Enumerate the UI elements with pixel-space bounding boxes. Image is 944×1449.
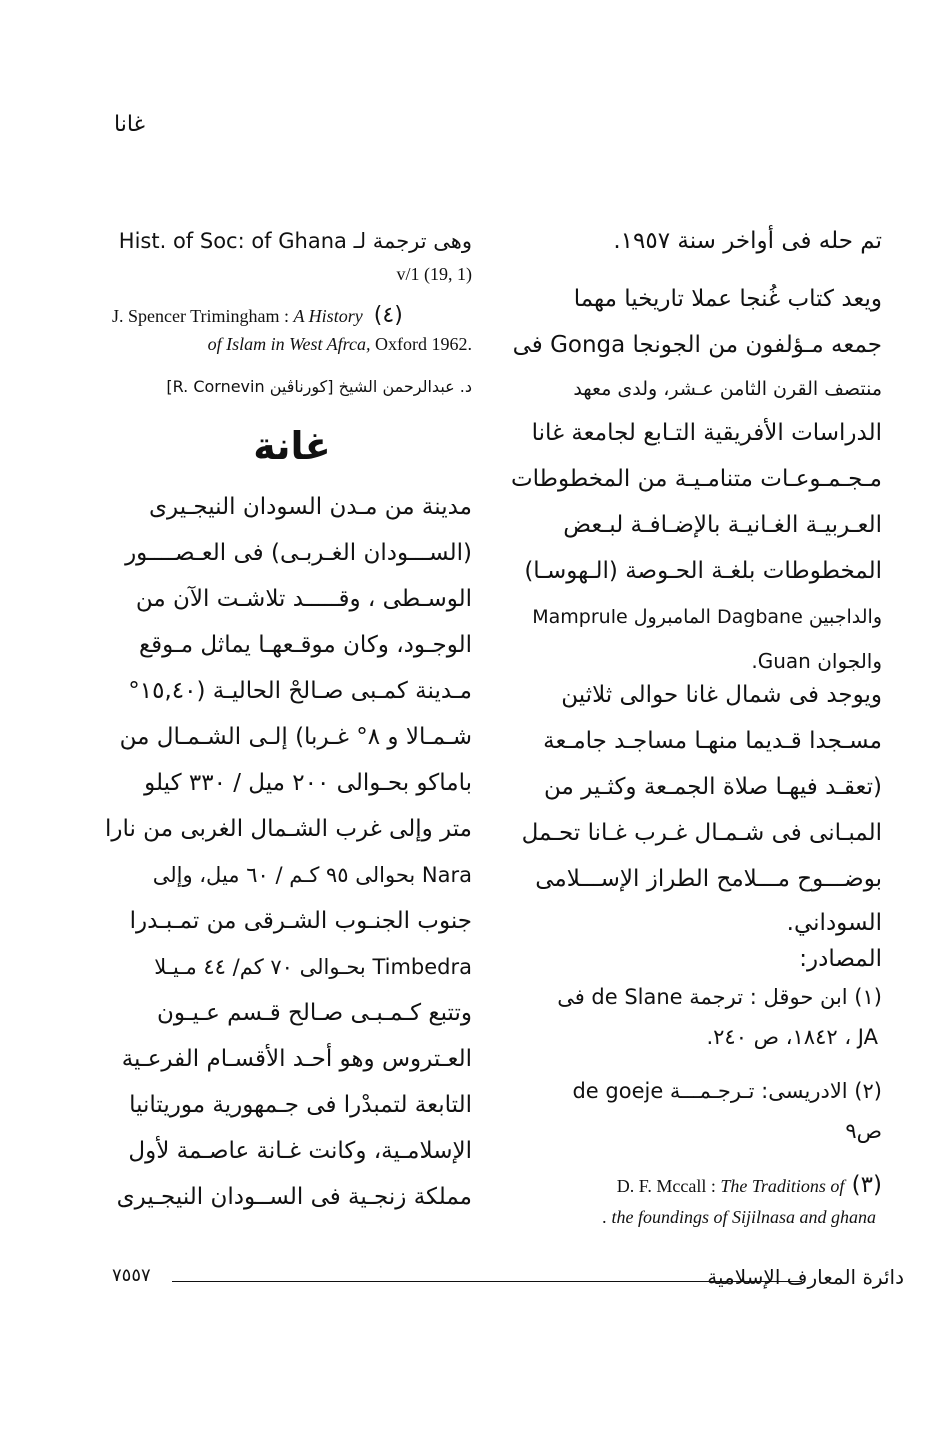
body-line: Nara بحوالى ٩٥ كـم / ٦٠ ميل، وإلى xyxy=(152,863,472,887)
reference-4-title-2: of Islam in West Afrca, xyxy=(207,334,371,354)
reference-4 xyxy=(112,303,472,328)
body-line: (تعقـد فيهـا صلاة الجمـعة وكثـير من xyxy=(544,774,882,800)
source-2-line1: (٢) الادريسى: تـرجـمـــة de goeje xyxy=(572,1079,882,1103)
body-line: العـتروس وهو أحـد الأقسـام الفرعـية xyxy=(121,1046,472,1072)
body-line: Timbedra بحـوالى ٧٠ كم/ ٤٤ مـيـلا xyxy=(154,955,472,979)
body-line: مـدينة كمـبى صـالحْ الحاليـة (١٥,٤٠° xyxy=(128,678,472,704)
ref-line: وهى ترجمة لـ Hist. of Soc: of Ghana xyxy=(118,229,472,253)
author-signature: د. عبدالرحمن الشيخ [كورناڤين R. Cornevin] xyxy=(166,377,472,396)
right-column xyxy=(511,222,882,1228)
body-line: والجوان Guan. xyxy=(751,649,882,673)
sources-heading: المصادر: xyxy=(799,946,882,972)
reference-4-cont xyxy=(112,334,472,355)
body-line: تم حله فى أواخر سنة ١٩٥٧. xyxy=(613,228,882,254)
reference-4-title: A History xyxy=(293,306,363,326)
source-3-title: The Traditions of xyxy=(720,1176,845,1196)
article-title: غانة xyxy=(253,424,331,468)
running-head: غانا xyxy=(114,112,146,137)
body-line: مملكة زنجـية فى الســودان النيجـيرى xyxy=(116,1184,472,1210)
ref-line: v/1 (19, 1) xyxy=(396,264,472,284)
page-number: ٧٥٥٧ xyxy=(112,1265,151,1286)
body-line: بوضـــوح مـــلامح الطراز الإســـلامى xyxy=(535,866,882,892)
page-footer xyxy=(112,1265,904,1295)
source-1-line1: (١) ابن حوقل : ترجمة de Slane فى xyxy=(557,985,882,1009)
body-line: المخطوطات بلغـة الحـوصة (الـهوسـا) xyxy=(524,558,882,584)
body-line: العـربيـة الغـانيـة بالإضـافـة لبـعض xyxy=(563,512,882,538)
source-3-line2: the foundings of Sijilnasa and ghana . xyxy=(602,1207,876,1227)
body-line: ويعد كتاب غُنجا عملا تاريخيا مهما xyxy=(573,286,882,312)
body-line: مدينة من مـدن السودان النيجـيرى xyxy=(149,494,472,520)
body-line: وتتبع كـمـبـى صـالح قـسم عـيـون xyxy=(156,1000,472,1026)
source-3-number: (٣) xyxy=(851,1172,882,1198)
encyclopedia-title: دائرة المعارف الإسلامية xyxy=(707,1265,904,1289)
body-line: شـمـالا و ٨° غـربا) إلـى الشـمـال من xyxy=(119,724,472,750)
body-line: منتصف القرن الثامن عـشر، ولدى معهد xyxy=(573,378,882,400)
reference-4-author: J. Spencer Trimingham : xyxy=(112,306,294,326)
body-line: الوجـود، وكان موقـعهـا يماثل مـوقع xyxy=(138,632,472,658)
body-line: مسـجدا قـديما منهـا مساجـد جامـعة xyxy=(543,728,882,754)
reference-4-number: (٤) xyxy=(373,303,403,328)
source-2-line2: ص٩ xyxy=(845,1119,882,1143)
source-1-line2: JA ، ١٨٤٢، ص ٢٤٠. xyxy=(706,1025,878,1049)
body-line: والداجبين Dagbane المامبرول Mamprule xyxy=(532,606,882,628)
body-line: جنوب الجنـوب الشـرقى من تمـبـدرا xyxy=(129,908,472,934)
body-line: باماكو بحـوالى ٢٠٠ ميل / ٣٣٠ كيلو xyxy=(144,770,472,796)
source-3-text: D. F. Mccall : The Traditions of xyxy=(616,1176,845,1196)
source-3-line1 xyxy=(520,1166,882,1205)
left-column xyxy=(104,222,472,1216)
article-body xyxy=(104,488,472,1216)
body-line: (الســـودان الغـربـى) فى العـصــــور xyxy=(125,540,472,566)
body-line: الإسلامـية، وكانت غـانة عاصـمة لأول xyxy=(128,1138,472,1164)
body-line: السوداني. xyxy=(786,910,882,936)
body-line: جمعه مـؤلفون من الجونجا Gonga فى xyxy=(512,332,882,358)
body-line: الوسـطى ، وقـــــد تلاشـت الآن من xyxy=(135,586,472,612)
body-line: الدراسات الأفريقية التـابع لجامعة غانا xyxy=(531,420,882,446)
body-line: المبـانى فى شـمـال غـرب غـانا تحـمل xyxy=(521,820,882,846)
body-line: متر وإلى غرب الشـمال الغربى من نارا xyxy=(104,816,472,842)
body-line: مـجـمـوعـات متنامـيـة من المخطوطات xyxy=(511,466,882,492)
reference-4-publisher: Oxford 1962. xyxy=(370,334,472,354)
body-line: التابعة لتمبدْرا فى جـمهورية موريتانيا xyxy=(129,1092,472,1118)
body-line: ويوجد فى شمال غانا حوالى ثلاثين xyxy=(561,682,882,708)
